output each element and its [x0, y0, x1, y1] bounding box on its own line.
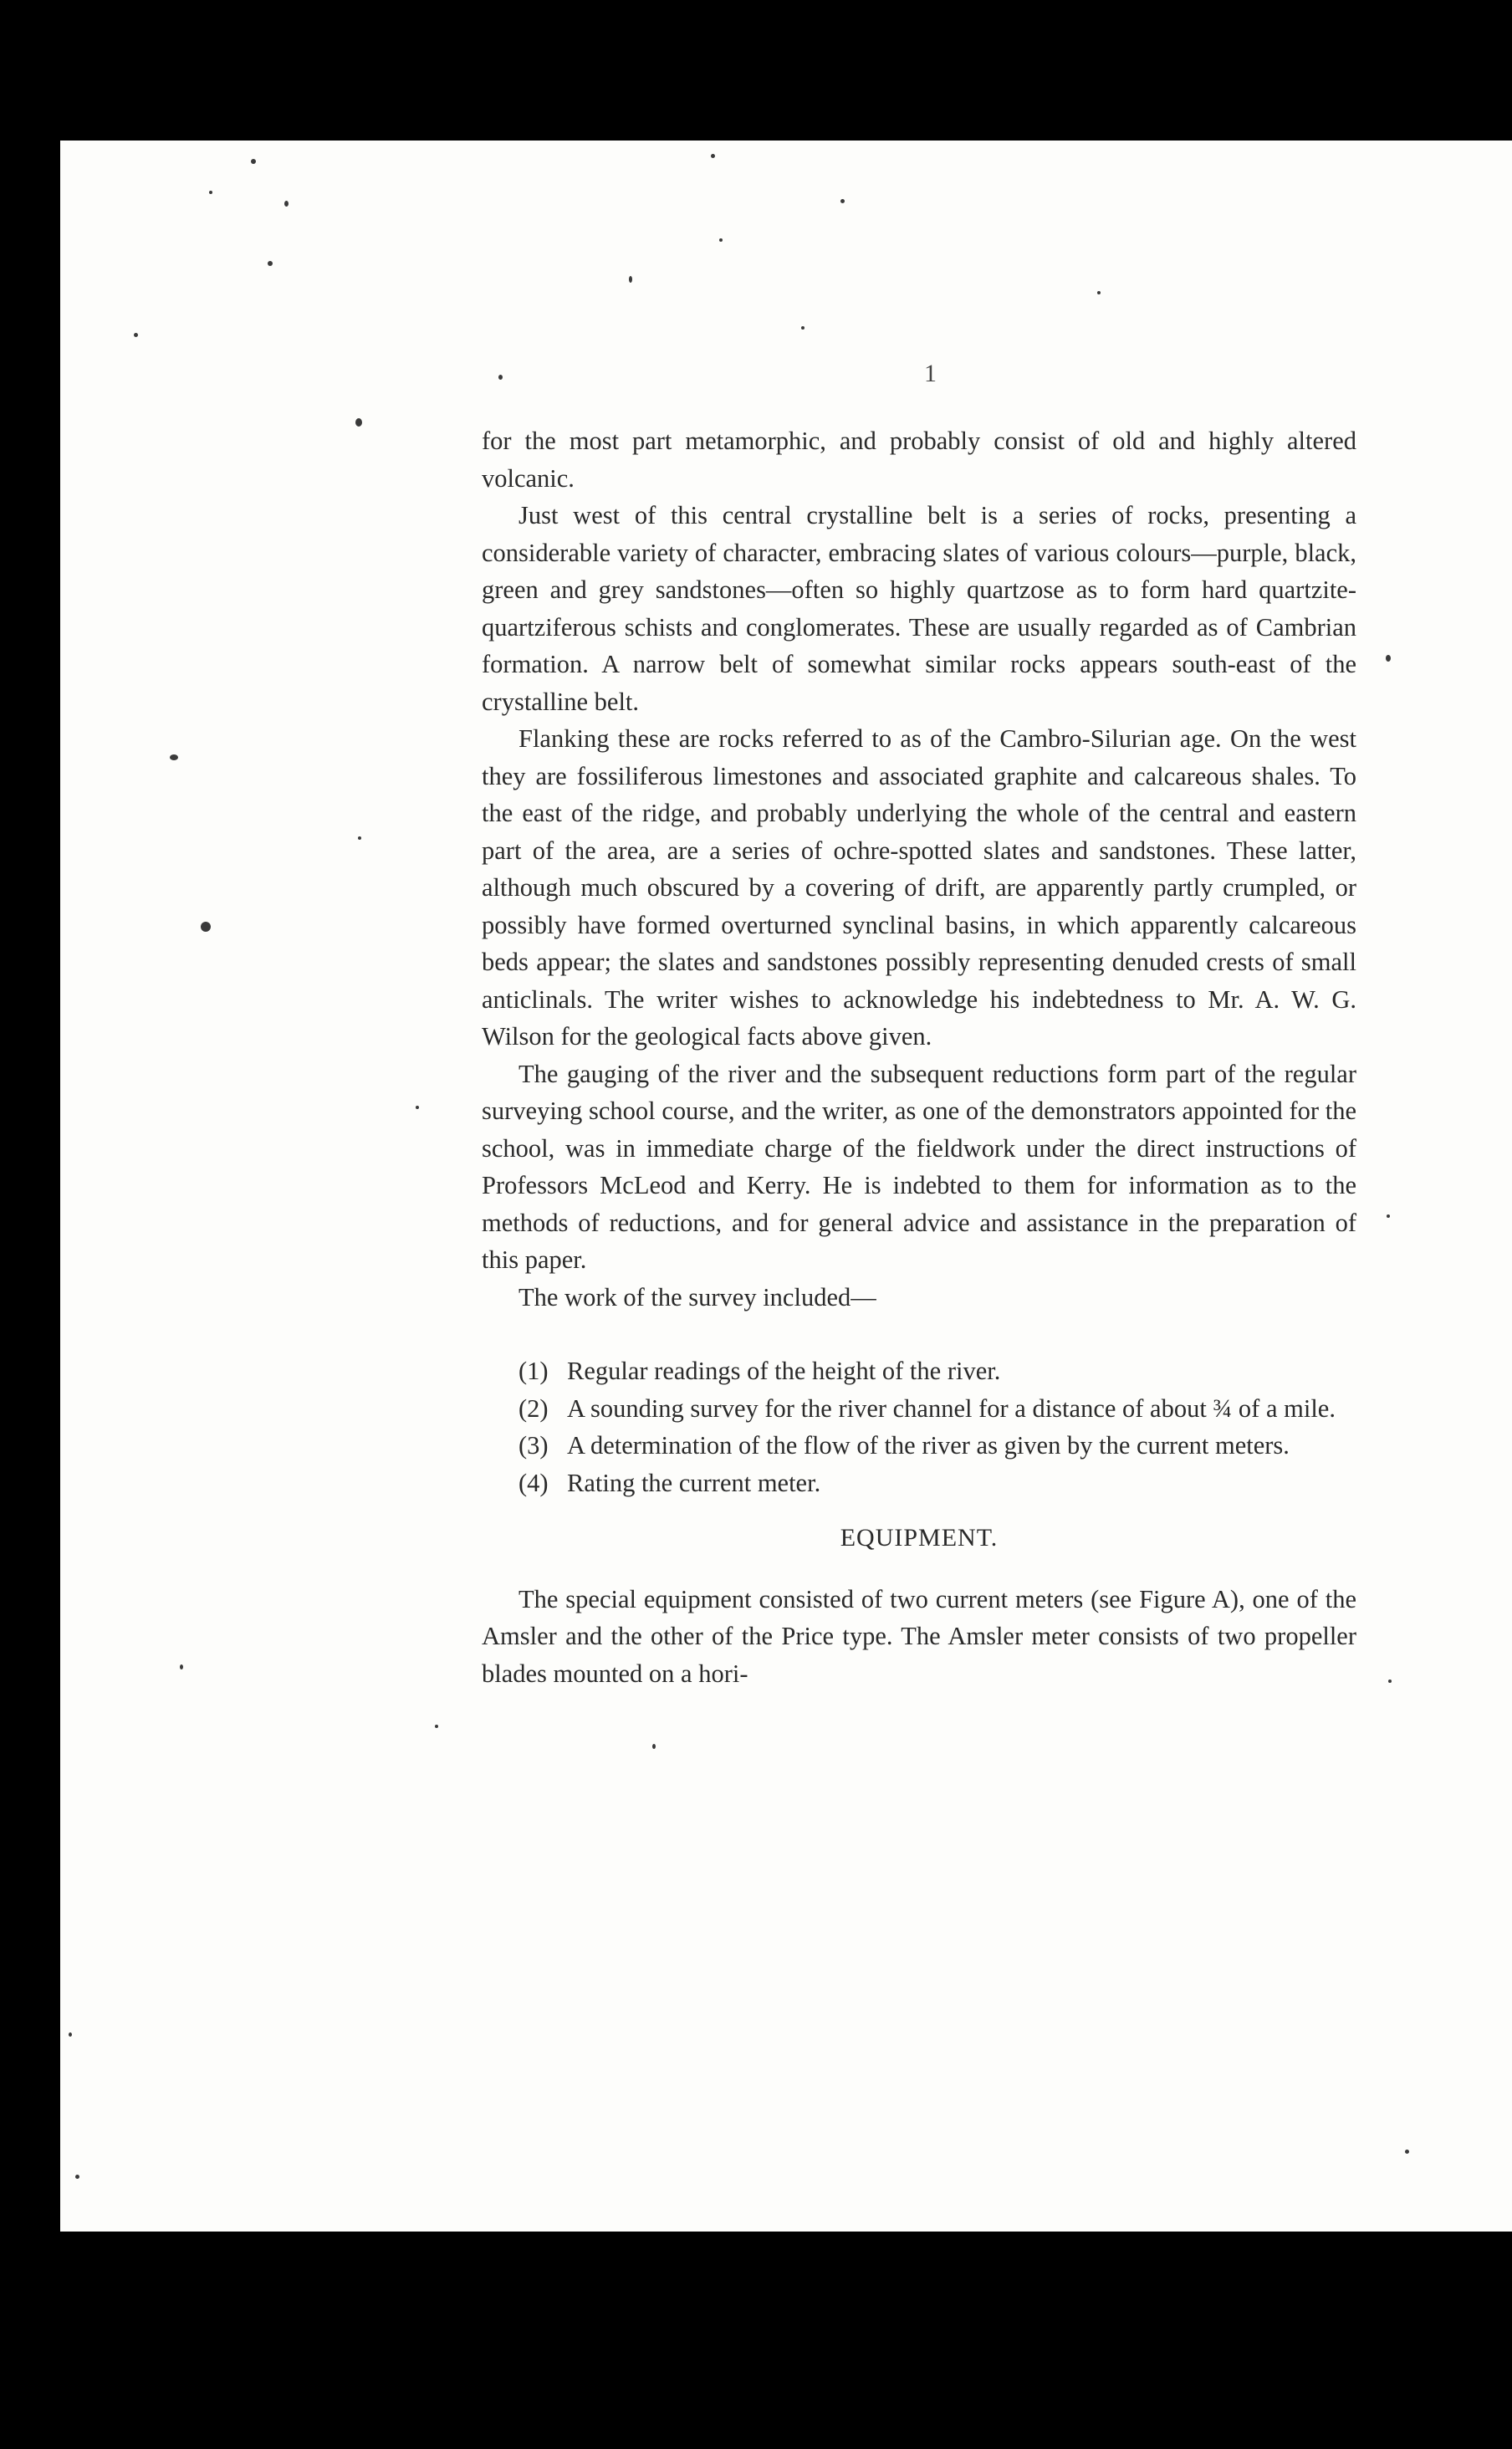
body-paragraph: The gauging of the river and the subsequent reductions form part of the regular surveying school course, and the writer, as one of the demonstrators appointed for the school, was in immediate charge of the fieldwork under the direct instructions of Professors McLeod and Kerry. He is indebted to them for information as to the methods of reductions, and for general advice and assistance in the preparation of this paper.: [482, 1059, 1356, 1274]
scan-speck: [358, 836, 361, 840]
body-paragraph: for the most part metamorphic, and probably consist of old and highly altered volcanic.: [482, 427, 1356, 493]
scan-speck: [268, 261, 273, 266]
list-item-text: Regular readings of the height of the river.: [567, 1357, 1001, 1385]
list-item-number: (1): [518, 1357, 549, 1385]
scan-speck: [652, 1744, 656, 1749]
body-paragraph: The special equipment consisted of two current meters (see Figure A), one of the Amsler and the other of the Price type. The Amsler meter consists of two propeller blades mounted on a hori-: [482, 1584, 1356, 1688]
scan-speck: [801, 326, 805, 330]
list-item-text: A determination of the flow of the river as given by the current meters.: [567, 1431, 1290, 1460]
list-item-text: A sounding survey for the river channel for a distance of about ¾ of a mile.: [567, 1393, 1336, 1423]
scan-speck: [435, 1725, 438, 1728]
scan-speck: [355, 418, 362, 427]
scan-speck: [1405, 2150, 1409, 2154]
scan-speck: [711, 154, 715, 158]
scan-speck: [209, 191, 212, 194]
list-item-number: (2): [518, 1393, 549, 1423]
body-paragraph: Flanking these are rocks referred to as of the Cambro-Silurian age. On the west they are fossiliferous limestones and associated graphite and calcareous shales. To the east of the ridge, and probably underlying the whole of the central and eastern part of the area, are a series of ochre-spotted slates and sandstones. These latter, although much obscured by a covering of drift, are apparently partly crumpled, or possibly have formed overturned synclinal basins, in which apparently calcareous beds appear; the slates and sandstones possibly representing denuded crests of small anticlinals. The writer wishes to acknowledge his indebtedness to Mr. A. W. G. Wilson for the geological facts above given.: [482, 724, 1356, 1051]
list-item: [482, 1427, 1356, 1465]
scan-speck: [1097, 291, 1101, 294]
scan-speck: [284, 201, 289, 207]
list-item-number: (4): [518, 1468, 549, 1497]
scan-speck: [1387, 1214, 1390, 1218]
page-number: 1: [924, 360, 937, 387]
list-item: [482, 1465, 1356, 1502]
scan-speck: [719, 238, 723, 242]
body-paragraph: Just west of this central crystalline belt is a series of rocks, presenting a considerable variety of character, embracing slates of various colours—purple, black, green and grey sandstones—often so highly quartzose as to form hard quartzite-quartziferous schists and conglomerates. These are usually regarded as of Cambrian formation. A narrow belt of somewhat similar rocks appears south-east of the crystalline belt.: [482, 501, 1356, 716]
scan-speck: [69, 2032, 72, 2037]
document-body: [482, 422, 1356, 1692]
scan-speck: [134, 333, 138, 337]
survey-items-list: [482, 1352, 1356, 1501]
scan-speck: [1386, 655, 1391, 662]
scan-speck: [180, 1664, 183, 1669]
list-item-text: Rating the current meter.: [567, 1468, 821, 1497]
list-item: [482, 1390, 1356, 1428]
list-item-number: (3): [518, 1431, 549, 1460]
scan-speck: [170, 754, 178, 760]
list-item: [482, 1352, 1356, 1390]
body-paragraph: The work of the survey included—: [518, 1282, 876, 1311]
scan-speck: [1388, 1680, 1392, 1683]
scan-speck: [840, 199, 845, 203]
scan-speck: [629, 276, 632, 283]
scan-speck: [498, 375, 503, 380]
scan-speck: [251, 159, 256, 164]
scan-speck: [75, 2175, 79, 2179]
scan-speck: [416, 1106, 419, 1109]
section-heading: EQUIPMENT.: [840, 1524, 999, 1552]
scan-speck: [201, 922, 211, 932]
